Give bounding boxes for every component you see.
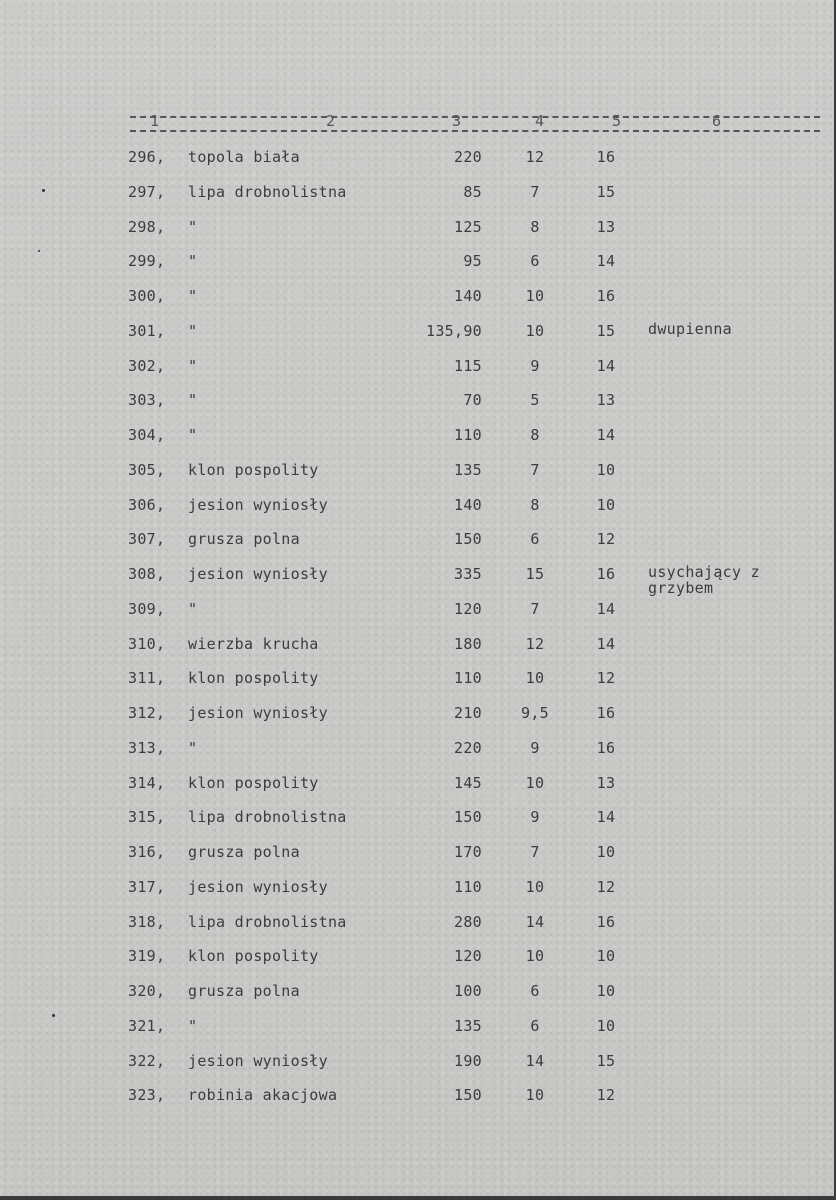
row-number: 313, bbox=[128, 738, 166, 757]
table-row bbox=[0, 912, 834, 947]
crown-value: 14 bbox=[596, 599, 616, 618]
height-value: 135 bbox=[454, 1016, 482, 1035]
species-name: lipa drobnolistna bbox=[188, 912, 347, 931]
height-value: 115 bbox=[454, 356, 482, 375]
table-row bbox=[0, 634, 834, 669]
table-row bbox=[0, 773, 834, 808]
table-row bbox=[0, 286, 834, 321]
diameter-value: 14 bbox=[525, 1051, 545, 1070]
diameter-value: 10 bbox=[525, 877, 545, 896]
table-row bbox=[0, 1051, 834, 1086]
diameter-value: 10 bbox=[525, 287, 545, 305]
species-name: wierzba krucha bbox=[188, 634, 319, 653]
species-name: klon pospolity bbox=[188, 773, 319, 792]
table-row bbox=[0, 425, 834, 460]
height-value: 120 bbox=[454, 599, 482, 618]
height-value: 150 bbox=[454, 530, 482, 549]
remarks: usychający z grzybem bbox=[648, 563, 760, 597]
table-row bbox=[0, 495, 834, 530]
species-name: jesion wyniosły bbox=[188, 704, 328, 722]
crown-value: 12 bbox=[596, 1086, 616, 1105]
species-name: " bbox=[188, 252, 198, 271]
table-row bbox=[0, 356, 834, 391]
row-number: 303, bbox=[128, 391, 166, 410]
row-number: 321, bbox=[128, 1016, 166, 1035]
row-number: 317, bbox=[128, 877, 166, 896]
species-name: " bbox=[188, 1016, 198, 1035]
crown-value: 14 bbox=[596, 426, 616, 444]
row-number: 318, bbox=[128, 912, 166, 931]
species-name: robinia akacjowa bbox=[188, 1086, 338, 1105]
diameter-value: 5 bbox=[530, 391, 540, 410]
row-number: 299, bbox=[128, 252, 166, 271]
species-name: lipa drobnolistna bbox=[188, 182, 347, 201]
crown-value: 16 bbox=[596, 912, 616, 931]
table-row bbox=[0, 321, 834, 356]
height-value: 110 bbox=[454, 426, 482, 444]
table-row bbox=[0, 1085, 834, 1120]
diameter-value: 6 bbox=[530, 982, 540, 1000]
species-name: " bbox=[188, 321, 198, 340]
diameter-value: 12 bbox=[525, 634, 545, 653]
table-row bbox=[0, 668, 834, 703]
crown-value: 14 bbox=[596, 252, 616, 271]
height-value: 135,90 bbox=[426, 321, 482, 340]
table-row bbox=[0, 842, 834, 877]
row-number: 296, bbox=[128, 148, 166, 166]
species-name: topola biała bbox=[188, 148, 300, 166]
height-value: 335 bbox=[454, 565, 482, 583]
crown-value: 16 bbox=[596, 287, 616, 305]
crown-value: 10 bbox=[596, 843, 616, 861]
height-value: 110 bbox=[454, 877, 482, 896]
row-number: 298, bbox=[128, 217, 166, 236]
table-row bbox=[0, 147, 834, 182]
diameter-value: 8 bbox=[530, 217, 540, 236]
crown-value: 16 bbox=[596, 704, 616, 722]
species-name: " bbox=[188, 599, 198, 618]
crown-value: 14 bbox=[596, 634, 616, 653]
species-name: grusza polna bbox=[188, 530, 300, 549]
crown-value: 10 bbox=[596, 460, 616, 479]
diameter-value: 9,5 bbox=[521, 704, 549, 722]
crown-value: 16 bbox=[596, 738, 616, 757]
diameter-value: 10 bbox=[525, 947, 545, 966]
col-header-6: 6 bbox=[712, 112, 722, 130]
species-name: jesion wyniosły bbox=[188, 877, 328, 896]
crown-value: 10 bbox=[596, 1016, 616, 1035]
species-name: " bbox=[188, 287, 198, 305]
crown-value: 12 bbox=[596, 530, 616, 549]
crown-value: 15 bbox=[596, 321, 616, 340]
row-number: 309, bbox=[128, 599, 166, 618]
col-header-1: 1 bbox=[150, 112, 160, 130]
row-number: 311, bbox=[128, 669, 166, 688]
table-row bbox=[0, 981, 834, 1016]
header-rule-bottom bbox=[130, 130, 820, 132]
row-number: 312, bbox=[128, 704, 166, 722]
species-name: " bbox=[188, 391, 198, 410]
col-header-3: 3 bbox=[452, 112, 462, 130]
species-name: klon pospolity bbox=[188, 669, 319, 688]
height-value: 120 bbox=[454, 947, 482, 966]
diameter-value: 10 bbox=[525, 669, 545, 688]
height-value: 95 bbox=[463, 252, 482, 271]
crown-value: 14 bbox=[596, 356, 616, 375]
height-value: 150 bbox=[454, 808, 482, 827]
table-row bbox=[0, 182, 834, 217]
crown-value: 16 bbox=[596, 148, 616, 166]
diameter-value: 7 bbox=[530, 599, 540, 618]
crown-value: 15 bbox=[596, 182, 616, 201]
table-row bbox=[0, 251, 834, 286]
table-row bbox=[0, 1016, 834, 1051]
crown-value: 13 bbox=[596, 217, 616, 236]
diameter-value: 6 bbox=[530, 530, 540, 549]
diameter-value: 6 bbox=[530, 252, 540, 271]
diameter-value: 8 bbox=[530, 495, 540, 514]
height-value: 85 bbox=[463, 182, 482, 201]
diameter-value: 9 bbox=[530, 738, 540, 757]
height-value: 140 bbox=[454, 495, 482, 514]
height-value: 140 bbox=[454, 287, 482, 305]
species-name: klon pospolity bbox=[188, 460, 319, 479]
paper-speck bbox=[42, 189, 45, 192]
table-row bbox=[0, 390, 834, 425]
diameter-value: 7 bbox=[530, 460, 540, 479]
diameter-value: 10 bbox=[525, 1086, 545, 1105]
table-row bbox=[0, 738, 834, 773]
height-value: 190 bbox=[454, 1051, 482, 1070]
diameter-value: 15 bbox=[525, 565, 545, 583]
table-row bbox=[0, 460, 834, 495]
row-number: 305, bbox=[128, 460, 166, 479]
table-row bbox=[0, 946, 834, 981]
row-number: 304, bbox=[128, 426, 166, 444]
crown-value: 14 bbox=[596, 808, 616, 827]
row-number: 300, bbox=[128, 287, 166, 305]
row-number: 322, bbox=[128, 1051, 166, 1070]
table-row bbox=[0, 703, 834, 738]
crown-value: 12 bbox=[596, 877, 616, 896]
row-number: 320, bbox=[128, 982, 166, 1000]
height-value: 70 bbox=[463, 391, 482, 410]
table-row bbox=[0, 599, 834, 634]
crown-value: 10 bbox=[596, 982, 616, 1000]
species-name: jesion wyniosły bbox=[188, 565, 328, 583]
row-number: 315, bbox=[128, 808, 166, 827]
row-number: 316, bbox=[128, 843, 166, 861]
height-value: 220 bbox=[454, 148, 482, 166]
height-value: 220 bbox=[454, 738, 482, 757]
crown-value: 15 bbox=[596, 1051, 616, 1070]
paper-speck bbox=[52, 1014, 55, 1017]
crown-value: 10 bbox=[596, 947, 616, 966]
row-number: 301, bbox=[128, 321, 166, 340]
crown-value: 13 bbox=[596, 773, 616, 792]
diameter-value: 14 bbox=[525, 912, 545, 931]
row-number: 306, bbox=[128, 495, 166, 514]
table-row bbox=[0, 529, 834, 564]
species-name: " bbox=[188, 356, 198, 375]
species-name: " bbox=[188, 738, 198, 757]
table-row bbox=[0, 807, 834, 842]
diameter-value: 12 bbox=[525, 148, 545, 166]
height-value: 150 bbox=[454, 1086, 482, 1105]
col-header-5: 5 bbox=[612, 112, 622, 130]
height-value: 145 bbox=[454, 773, 482, 792]
crown-value: 12 bbox=[596, 669, 616, 688]
row-number: 314, bbox=[128, 773, 166, 792]
height-value: 280 bbox=[454, 912, 482, 931]
row-number: 323, bbox=[128, 1086, 166, 1105]
species-name: grusza polna bbox=[188, 982, 300, 1000]
remarks: dwupienna bbox=[648, 319, 732, 338]
height-value: 100 bbox=[454, 982, 482, 1000]
height-value: 110 bbox=[454, 669, 482, 688]
species-name: jesion wyniosły bbox=[188, 1051, 328, 1070]
row-number: 319, bbox=[128, 947, 166, 966]
crown-value: 13 bbox=[596, 391, 616, 410]
diameter-value: 7 bbox=[530, 182, 540, 201]
table-row bbox=[0, 217, 834, 252]
row-number: 297, bbox=[128, 182, 166, 201]
col-header-2: 2 bbox=[326, 112, 336, 130]
row-number: 308, bbox=[128, 565, 166, 583]
species-name: " bbox=[188, 426, 198, 444]
table-row bbox=[0, 877, 834, 912]
row-number: 302, bbox=[128, 356, 166, 375]
height-value: 170 bbox=[454, 843, 482, 861]
row-number: 310, bbox=[128, 634, 166, 653]
height-value: 125 bbox=[454, 217, 482, 236]
crown-value: 10 bbox=[596, 495, 616, 514]
diameter-value: 9 bbox=[530, 808, 540, 827]
species-name: lipa drobnolistna bbox=[188, 808, 347, 827]
diameter-value: 9 bbox=[530, 356, 540, 375]
paper-speck bbox=[38, 250, 40, 252]
diameter-value: 10 bbox=[525, 773, 545, 792]
table-row bbox=[0, 564, 834, 599]
diameter-value: 10 bbox=[525, 321, 545, 340]
diameter-value: 8 bbox=[530, 426, 540, 444]
height-value: 180 bbox=[454, 634, 482, 653]
species-name: " bbox=[188, 217, 198, 236]
height-value: 210 bbox=[454, 704, 482, 722]
species-name: grusza polna bbox=[188, 843, 300, 861]
species-name: jesion wyniosły bbox=[188, 495, 328, 514]
diameter-value: 6 bbox=[530, 1016, 540, 1035]
col-header-4: 4 bbox=[535, 112, 545, 130]
diameter-value: 7 bbox=[530, 843, 540, 861]
crown-value: 16 bbox=[596, 565, 616, 583]
species-name: klon pospolity bbox=[188, 947, 319, 966]
height-value: 135 bbox=[454, 460, 482, 479]
row-number: 307, bbox=[128, 530, 166, 549]
